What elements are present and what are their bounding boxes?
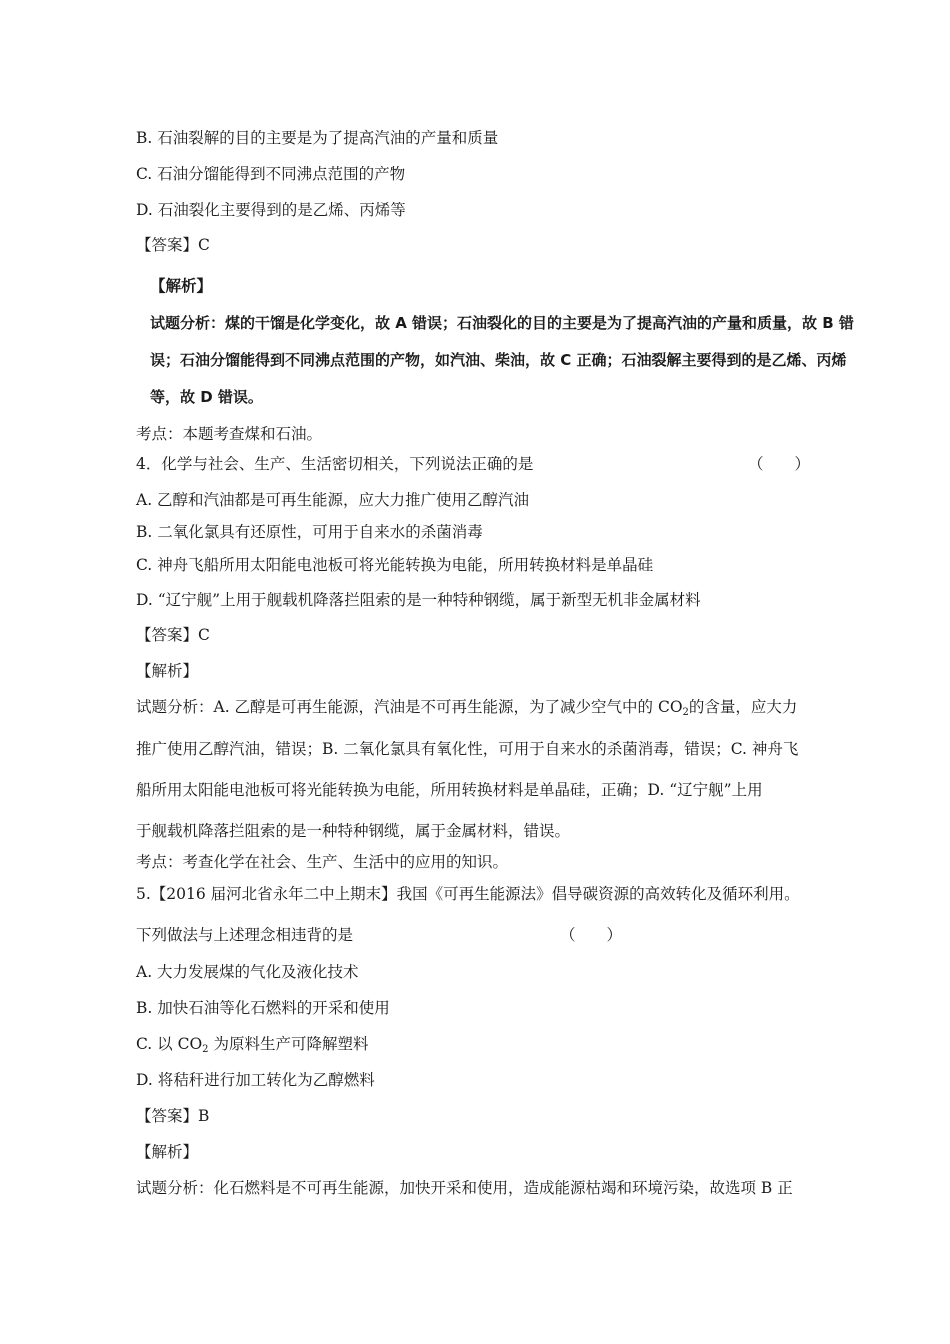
subscript: 2	[682, 707, 689, 718]
q5-answer: 【答案】B	[136, 1107, 210, 1125]
q5-option-a: A. 大力发展煤的气化及液化技术	[136, 963, 359, 981]
q5-option-c-text: C. 以 CO	[136, 1035, 203, 1053]
q4-option-b: B. 二氧化氯具有还原性，可用于自来水的杀菌消毒	[136, 523, 483, 541]
q3-analysis-label: 【解析】	[150, 277, 213, 295]
q5-analysis-label: 【解析】	[136, 1143, 199, 1161]
q5-option-b: B. 加快石油等化石燃料的开采和使用	[136, 999, 390, 1017]
q4-answer: 【答案】C	[136, 626, 210, 644]
q3-analysis-line: 误；石油分馏能得到不同沸点范围的产物，如汽油、柴油，故 C 正确；石油裂解主要得到的是乙烯、丙烯	[150, 351, 847, 369]
q4-answer-paren: （ ）	[748, 455, 811, 473]
q4-analysis-line: 船所用太阳能电池板可将光能转换为电能，所用转换材料是单晶硅，正确；D. “辽宁舰”上用	[136, 781, 763, 799]
q4-option-c: C. 神舟飞船所用太阳能电池板可将光能转换为电能，所用转换材料是单晶硅	[136, 556, 654, 574]
q4-stem: 4．化学与社会、生产、生活密切相关，下列说法正确的是	[136, 455, 534, 473]
q3-answer: 【答案】C	[136, 236, 210, 254]
q4-kaodian: 考点：考查化学在社会、生产、生活中的应用的知识。	[136, 853, 509, 871]
q3-analysis-line: 等，故 D 错误。	[150, 388, 263, 406]
q3-option-b: B. 石油裂解的目的主要是为了提高汽油的产量和质量	[136, 129, 499, 147]
q3-option-c: C. 石油分馏能得到不同沸点范围的产物	[136, 165, 406, 183]
q4-analysis-line	[136, 697, 797, 717]
q4-option-a: A. 乙醇和汽油都是可再生能源，应大力推广使用乙醇汽油	[136, 491, 530, 509]
q4-analysis-text: 试题分析：A. 乙醇是可再生能源，汽油是不可再生能源，为了减少空气中的 CO	[136, 698, 683, 716]
q4-analysis-line: 推广使用乙醇汽油，错误；B. 二氧化氯具有氧化性，可用于自来水的杀菌消毒，错误；C. 神舟飞	[136, 740, 799, 758]
subscript: 2	[202, 1044, 209, 1055]
q4-analysis-label: 【解析】	[136, 662, 199, 680]
q5-stem: 下列做法与上述理念相违背的是	[136, 926, 354, 944]
q4-analysis-line: 于舰载机降落拦阻索的是一种特种钢缆，属于金属材料，错误。	[136, 822, 571, 840]
q4-analysis-text: 的含量，应大力	[688, 698, 798, 716]
q5-stem: 5.【2016 届河北省永年二中上期末】我国《可再生能源法》倡导碳资源的高效转化及循环利用。	[136, 885, 800, 903]
q5-answer-paren: （ ）	[560, 926, 623, 944]
q3-option-d: D. 石油裂化主要得到的是乙烯、丙烯等	[136, 201, 406, 219]
q3-analysis-line: 试题分析：煤的干馏是化学变化，故 A 错误；石油裂化的目的主要是为了提高汽油的产量和质量，故 B 错	[150, 314, 854, 332]
q4-option-d: D. “辽宁舰”上用于舰载机降落拦阻索的是一种特种钢缆，属于新型无机非金属材料	[136, 591, 701, 609]
q3-kaodian: 考点：本题考查煤和石油。	[136, 425, 323, 443]
q5-option-d: D. 将秸秆进行加工转化为乙醇燃料	[136, 1071, 375, 1089]
q5-option-c-text: 为原料生产可降解塑料	[208, 1035, 369, 1053]
q5-option-c	[136, 1034, 368, 1054]
q5-analysis-line: 试题分析：化石燃料是不可再生能源，加快开采和使用，造成能源枯竭和环境污染，故选项 B 正	[136, 1179, 793, 1197]
